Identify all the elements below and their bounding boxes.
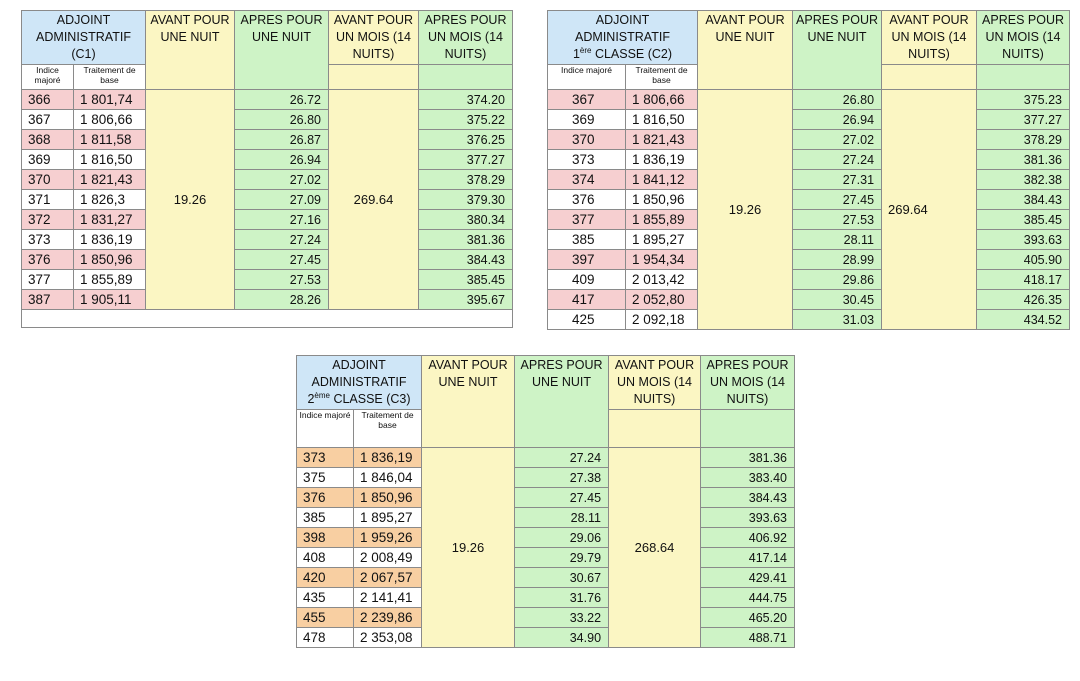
apres-nuit-cell: 27.45 [515,488,609,508]
apres-mois-cell: 377.27 [977,110,1070,130]
subheader-indice: Indice majoré [548,65,626,90]
grade-line3: CLASSE (C2) [591,47,673,61]
apres-mois-cell: 378.29 [419,170,513,190]
traitement-cell: 1 855,89 [626,210,698,230]
table-row [22,250,513,270]
col-header-avant-mois: AVANT POUR UN MOIS (14 NUITS) [882,11,977,65]
indice-cell: 435 [297,588,354,608]
indice-cell: 408 [297,548,354,568]
subheader-traitement: Traitement de base [354,410,422,448]
col-header-apres-nuit: APRES POUR UNE NUIT [515,356,609,448]
cell-blank [22,310,513,328]
apres-mois-cell: 384.43 [419,250,513,270]
apres-mois-cell: 381.36 [701,448,795,468]
cell-blank [701,410,795,448]
traitement-cell: 1 836,19 [354,448,422,468]
grade-line2: ADMINISTRATIF [575,30,670,44]
traitement-cell: 2 067,57 [354,568,422,588]
table-row [548,170,1070,190]
avant-mois-value: 268.64 [609,448,701,648]
apres-nuit-cell: 26.87 [235,130,329,150]
grade-header-c3 [297,356,422,410]
table-row [22,190,513,210]
indice-cell: 420 [297,568,354,588]
table-row [548,230,1070,250]
traitement-cell: 1 905,11 [74,290,146,310]
table-c3 [296,355,795,648]
table-row [22,290,513,310]
apres-mois-cell: 376.25 [419,130,513,150]
indice-cell: 370 [22,170,74,190]
traitement-cell: 1 959,26 [354,528,422,548]
apres-nuit-cell: 27.31 [793,170,882,190]
apres-nuit-cell: 30.67 [515,568,609,588]
apres-mois-cell: 381.36 [977,150,1070,170]
indice-cell: 417 [548,290,626,310]
traitement-cell: 2 141,41 [354,588,422,608]
indice-cell: 373 [22,230,74,250]
traitement-cell: 2 239,86 [354,608,422,628]
indice-cell: 478 [297,628,354,648]
apres-nuit-cell: 28.11 [515,508,609,528]
traitement-cell: 2 008,49 [354,548,422,568]
table-row [548,270,1070,290]
cell-blank [882,65,977,90]
traitement-cell: 2 353,08 [354,628,422,648]
traitement-cell: 1 821,43 [74,170,146,190]
traitement-cell: 1 821,43 [626,130,698,150]
apres-nuit-cell: 28.26 [235,290,329,310]
apres-mois-cell: 395.67 [419,290,513,310]
table-row [22,150,513,170]
col-header-avant-mois: AVANT POUR UN MOIS (14 NUITS) [609,356,701,410]
apres-nuit-cell: 27.45 [235,250,329,270]
avant-nuit-value: 19.26 [422,448,515,648]
traitement-cell: 1 841,12 [626,170,698,190]
cell-blank [419,65,513,90]
apres-nuit-cell: 27.38 [515,468,609,488]
apres-nuit-cell: 26.80 [793,90,882,110]
col-header-apres-nuit: APRES POUR UNE NUIT [235,11,329,90]
table-row [22,170,513,190]
table-row [548,110,1070,130]
cell-blank [609,410,701,448]
table-row [548,90,1070,110]
apres-mois-cell: 380.34 [419,210,513,230]
col-header-apres-nuit: APRES POUR UNE NUIT [793,11,882,90]
traitement-cell: 1 816,50 [626,110,698,130]
apres-nuit-cell: 27.02 [793,130,882,150]
indice-cell: 367 [548,90,626,110]
grade-sup: ème [314,390,330,400]
grade-line1: ADJOINT [332,358,386,372]
col-header-apres-mois: APRES POUR UN MOIS (14 NUITS) [701,356,795,410]
table-row [297,588,795,608]
apres-mois-cell: 429.41 [701,568,795,588]
grade-line1: ADJOINT [595,13,650,27]
table-row [548,130,1070,150]
avant-nuit-value: 19.26 [146,90,235,310]
table-row [297,608,795,628]
grade-sup: ère [579,45,592,55]
indice-cell: 377 [548,210,626,230]
apres-nuit-cell: 29.86 [793,270,882,290]
grade-header-c1 [22,11,146,65]
apres-nuit-cell: 28.11 [793,230,882,250]
traitement-cell: 1 895,27 [626,230,698,250]
table-row [22,90,513,110]
table-row [297,528,795,548]
apres-mois-cell: 417.14 [701,548,795,568]
apres-mois-cell: 381.36 [419,230,513,250]
indice-cell: 375 [297,468,354,488]
table-row [548,190,1070,210]
apres-nuit-cell: 26.94 [235,150,329,170]
apres-nuit-cell: 27.24 [235,230,329,250]
grade-line2: ADMINISTRATIF [36,30,131,44]
indice-cell: 376 [22,250,74,270]
table-row [297,468,795,488]
col-header-avant-mois: AVANT POUR UN MOIS (14 NUITS) [329,11,419,65]
traitement-cell: 1 831,27 [74,210,146,230]
indice-cell: 371 [22,190,74,210]
col-header-apres-mois: APRES POUR UN MOIS (14 NUITS) [419,11,513,65]
grade-line2: ADMINISTRATIF [311,375,407,389]
subheader-indice: Indice majoré [297,410,354,448]
apres-mois-cell: 385.45 [419,270,513,290]
indice-cell: 455 [297,608,354,628]
indice-cell: 397 [548,250,626,270]
apres-mois-cell: 385.45 [977,210,1070,230]
traitement-cell: 1 826,3 [74,190,146,210]
col-header-avant-nuit: AVANT POUR UNE NUIT [698,11,793,90]
indice-cell: 385 [548,230,626,250]
apres-mois-cell: 384.43 [977,190,1070,210]
traitement-cell: 1 816,50 [74,150,146,170]
apres-mois-cell: 382.38 [977,170,1070,190]
apres-nuit-cell: 29.79 [515,548,609,568]
apres-nuit-cell: 26.80 [235,110,329,130]
table-row [22,110,513,130]
apres-mois-cell: 444.75 [701,588,795,608]
apres-nuit-cell: 27.53 [235,270,329,290]
table-row [297,448,795,468]
table-row [297,548,795,568]
table-row [297,628,795,648]
indice-cell: 374 [548,170,626,190]
traitement-cell: 1 895,27 [354,508,422,528]
apres-nuit-cell: 28.99 [793,250,882,270]
apres-mois-cell: 383.40 [701,468,795,488]
col-header-apres-mois: APRES POUR UN MOIS (14 NUITS) [977,11,1070,65]
indice-cell: 376 [297,488,354,508]
indice-cell: 368 [22,130,74,150]
apres-mois-cell: 488.71 [701,628,795,648]
table-row [22,130,513,150]
grade-ordinal: 1 [572,47,580,61]
traitement-cell: 1 850,96 [626,190,698,210]
apres-nuit-cell: 27.24 [515,448,609,468]
table-c2 [547,10,1070,330]
grade-header-c2 [548,11,698,65]
apres-nuit-cell: 34.90 [515,628,609,648]
apres-nuit-cell: 27.16 [235,210,329,230]
table-row [22,210,513,230]
traitement-cell: 1 836,19 [626,150,698,170]
indice-cell: 409 [548,270,626,290]
table-row [297,488,795,508]
indice-cell: 369 [22,150,74,170]
apres-nuit-cell: 27.24 [793,150,882,170]
table-row [548,250,1070,270]
traitement-cell: 2 052,80 [626,290,698,310]
indice-cell: 366 [22,90,74,110]
cell-blank [977,65,1070,90]
apres-nuit-cell: 27.53 [793,210,882,230]
col-header-avant-nuit: AVANT POUR UNE NUIT [422,356,515,448]
apres-nuit-cell: 26.72 [235,90,329,110]
apres-nuit-cell: 33.22 [515,608,609,628]
apres-mois-cell: 384.43 [701,488,795,508]
table-row [548,310,1070,330]
apres-mois-cell: 426.35 [977,290,1070,310]
apres-mois-cell: 418.17 [977,270,1070,290]
indice-cell: 377 [22,270,74,290]
traitement-cell: 1 811,58 [74,130,146,150]
apres-nuit-cell: 27.09 [235,190,329,210]
table-row [548,290,1070,310]
avant-mois-value: 269.64 [882,90,977,330]
table-row [548,210,1070,230]
cell-blank [329,65,419,90]
apres-nuit-cell: 27.45 [793,190,882,210]
indice-cell: 425 [548,310,626,330]
apres-nuit-cell: 29.06 [515,528,609,548]
traitement-cell: 1 855,89 [74,270,146,290]
apres-nuit-cell: 30.45 [793,290,882,310]
grade-ordinal: 2 [307,392,315,406]
apres-mois-cell: 393.63 [977,230,1070,250]
apres-mois-cell: 393.63 [701,508,795,528]
apres-mois-cell: 375.23 [977,90,1070,110]
traitement-cell: 1 836,19 [74,230,146,250]
traitement-cell: 1 954,34 [626,250,698,270]
table-row [297,508,795,528]
apres-mois-cell: 465.20 [701,608,795,628]
indice-cell: 369 [548,110,626,130]
apres-mois-cell: 375.22 [419,110,513,130]
subheader-traitement: Traitement de base [74,65,146,90]
indice-cell: 376 [548,190,626,210]
apres-nuit-cell: 27.02 [235,170,329,190]
col-header-avant-nuit: AVANT POUR UNE NUIT [146,11,235,90]
table-row [548,150,1070,170]
indice-cell: 385 [297,508,354,528]
traitement-cell: 1 806,66 [74,110,146,130]
apres-mois-cell: 374.20 [419,90,513,110]
table-row [22,270,513,290]
table-row-empty [22,310,513,328]
indice-cell: 373 [548,150,626,170]
avant-mois-value: 269.64 [329,90,419,310]
indice-cell: 398 [297,528,354,548]
grade-line3: CLASSE (C3) [329,392,411,406]
traitement-cell: 1 801,74 [74,90,146,110]
apres-mois-cell: 434.52 [977,310,1070,330]
subheader-indice: Indice majoré [22,65,74,90]
indice-cell: 373 [297,448,354,468]
avant-nuit-value: 19.26 [698,90,793,330]
traitement-cell: 1 806,66 [626,90,698,110]
apres-mois-cell: 378.29 [977,130,1070,150]
traitement-cell: 2 013,42 [626,270,698,290]
table-row [22,230,513,250]
subheader-traitement: Traitement de base [626,65,698,90]
indice-cell: 387 [22,290,74,310]
indice-cell: 372 [22,210,74,230]
traitement-cell: 1 850,96 [354,488,422,508]
apres-nuit-cell: 31.03 [793,310,882,330]
grade-line3: (C1) [71,47,96,61]
indice-cell: 367 [22,110,74,130]
apres-mois-cell: 377.27 [419,150,513,170]
traitement-cell: 1 846,04 [354,468,422,488]
indice-cell: 370 [548,130,626,150]
grade-line1: ADJOINT [56,13,111,27]
apres-nuit-cell: 31.76 [515,588,609,608]
table-c1 [21,10,513,328]
apres-mois-cell: 379.30 [419,190,513,210]
traitement-cell: 1 850,96 [74,250,146,270]
traitement-cell: 2 092,18 [626,310,698,330]
apres-nuit-cell: 26.94 [793,110,882,130]
apres-mois-cell: 405.90 [977,250,1070,270]
apres-mois-cell: 406.92 [701,528,795,548]
table-row [297,568,795,588]
